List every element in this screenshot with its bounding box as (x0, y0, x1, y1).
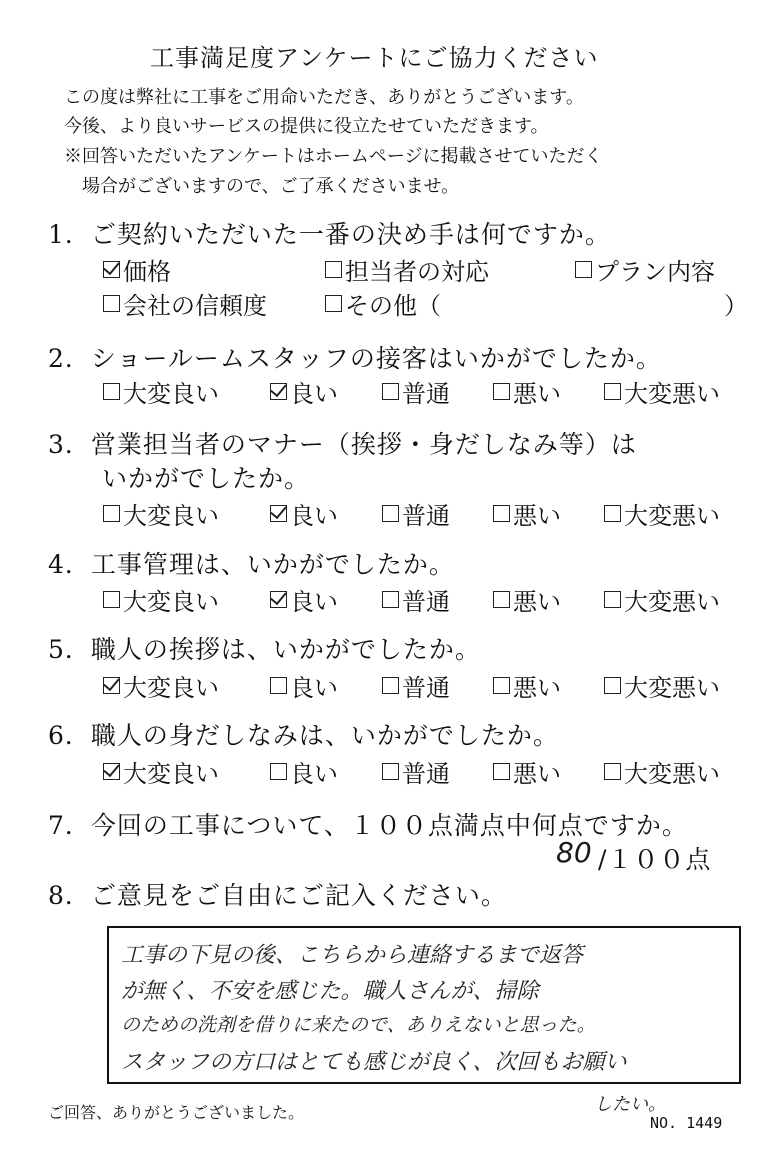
q1-option-price[interactable]: 価格 (103, 252, 171, 287)
intro-line-2: 今後、より良いサービスの提供に役立たせていただきます。 (64, 116, 549, 137)
comment-line-4: スタッフの方口はとても感じが良く、次回もお願い (121, 1050, 627, 1075)
q6-option-very-bad[interactable]: 大変悪い (604, 754, 720, 789)
score-value[interactable]: 80 (556, 836, 592, 869)
q1-option-plan[interactable]: プラン内容 (575, 252, 715, 287)
q6-option-normal[interactable]: 普通 (382, 754, 450, 789)
checkbox-icon[interactable] (604, 677, 621, 694)
q1-option-trust[interactable]: 会社の信頼度 (103, 286, 267, 321)
checkbox-icon[interactable] (604, 505, 621, 522)
q6-option-bad[interactable]: 悪い (493, 754, 561, 789)
checkbox-icon[interactable] (270, 383, 287, 400)
q5-option-normal[interactable]: 普通 (382, 668, 450, 703)
intro-line-3: ※回答いただいたアンケートはホームページに掲載させていただく (64, 146, 603, 167)
checkbox-icon[interactable] (103, 591, 120, 608)
q2-option-very-bad[interactable]: 大変悪い (604, 374, 720, 409)
checkbox-icon[interactable] (604, 591, 621, 608)
comment-tail: したい。 (594, 1094, 666, 1115)
checkbox-icon[interactable] (103, 763, 120, 780)
comment-line-1: 工事の下見の後、こちらから連絡するまで返答 (121, 943, 584, 968)
checkbox-icon[interactable] (270, 591, 287, 608)
question-7: 7．今回の工事について、１００点満点中何点ですか。 (48, 811, 688, 840)
checkbox-icon[interactable] (382, 763, 399, 780)
checkbox-icon[interactable] (103, 261, 120, 278)
checkbox-icon[interactable] (493, 763, 510, 780)
checkbox-icon[interactable] (103, 383, 120, 400)
q5-option-good[interactable]: 良い (270, 668, 338, 703)
page-title: 工事満足度アンケートにご協力ください (150, 44, 599, 72)
q4-option-bad[interactable]: 悪い (493, 582, 561, 617)
q5-option-very-bad[interactable]: 大変悪い (604, 668, 720, 703)
q1-option-staff[interactable]: 担当者の対応 (325, 252, 489, 287)
question-6: 6．職人の身だしなみは、いかがでしたか。 (48, 721, 559, 750)
checkbox-icon[interactable] (270, 763, 287, 780)
q3-option-normal[interactable]: 普通 (382, 496, 450, 531)
q5-option-very-good[interactable]: 大変良い (103, 668, 219, 703)
checkbox-icon[interactable] (270, 505, 287, 522)
checkbox-icon[interactable] (493, 505, 510, 522)
q2-option-normal[interactable]: 普通 (382, 374, 450, 409)
comment-box[interactable] (107, 926, 741, 1084)
q6-option-good[interactable]: 良い (270, 754, 338, 789)
intro-line-4: 場合がございますので、ご了承くださいませ。 (82, 176, 460, 197)
q4-option-normal[interactable]: 普通 (382, 582, 450, 617)
checkbox-icon[interactable] (382, 677, 399, 694)
q4-option-very-bad[interactable]: 大変悪い (604, 582, 720, 617)
q2-option-bad[interactable]: 悪い (493, 374, 561, 409)
comment-line-3: のための洗剤を借りに来たので、ありえないと思った。 (121, 1014, 596, 1036)
q4-option-very-good[interactable]: 大変良い (103, 582, 219, 617)
checkbox-icon[interactable] (382, 591, 399, 608)
q3-option-bad[interactable]: 悪い (493, 496, 561, 531)
question-2: 2．ショールームスタッフの接客はいかがでしたか。 (48, 344, 662, 373)
checkbox-icon[interactable] (493, 383, 510, 400)
q2-option-good[interactable]: 良い (270, 374, 338, 409)
q6-option-very-good[interactable]: 大変良い (103, 754, 219, 789)
q4-option-good[interactable]: 良い (270, 582, 338, 617)
checkbox-icon[interactable] (325, 261, 342, 278)
checkbox-icon[interactable] (493, 677, 510, 694)
score-suffix: /１００点 (598, 845, 712, 874)
intro-line-1: この度は弊社に工事をご用命いただき、ありがとうございます。 (64, 87, 584, 108)
q2-option-very-good[interactable]: 大変良い (103, 374, 219, 409)
checkbox-icon[interactable] (604, 383, 621, 400)
question-3-line-1: 3．営業担当者のマナー（挨拶・身だしなみ等）は (48, 430, 637, 459)
checkbox-icon[interactable] (382, 505, 399, 522)
checkbox-icon[interactable] (604, 763, 621, 780)
checkbox-icon[interactable] (325, 295, 342, 312)
q3-option-good[interactable]: 良い (270, 496, 338, 531)
q3-option-very-bad[interactable]: 大変悪い (604, 496, 720, 531)
question-5: 5．職人の挨拶は、いかがでしたか。 (48, 635, 481, 664)
checkbox-icon[interactable] (575, 261, 592, 278)
question-8: 8．ご意見をご自由にご記入ください。 (48, 881, 507, 910)
footer-thanks: ご回答、ありがとうございました。 (48, 1103, 305, 1122)
checkbox-icon[interactable] (103, 505, 120, 522)
checkbox-icon[interactable] (382, 383, 399, 400)
checkbox-icon[interactable] (493, 591, 510, 608)
q3-option-very-good[interactable]: 大変良い (103, 496, 219, 531)
q1-option-other[interactable]: その他（ (325, 286, 441, 321)
question-1: 1．ご契約いただいた一番の決め手は何ですか。 (48, 220, 611, 249)
checkbox-icon[interactable] (103, 677, 120, 694)
q1-other-close-paren: ） (724, 292, 748, 320)
comment-line-2: が無く、不安を感じた。職人さんが、掃除 (121, 979, 539, 1004)
checkbox-icon[interactable] (270, 677, 287, 694)
question-4: 4．工事管理は、いかがでしたか。 (48, 550, 455, 579)
question-3-line-2: いかがでしたか。 (102, 464, 311, 493)
q5-option-bad[interactable]: 悪い (493, 668, 561, 703)
checkbox-icon[interactable] (103, 295, 120, 312)
serial-number: NO. 1449 (650, 1114, 723, 1132)
